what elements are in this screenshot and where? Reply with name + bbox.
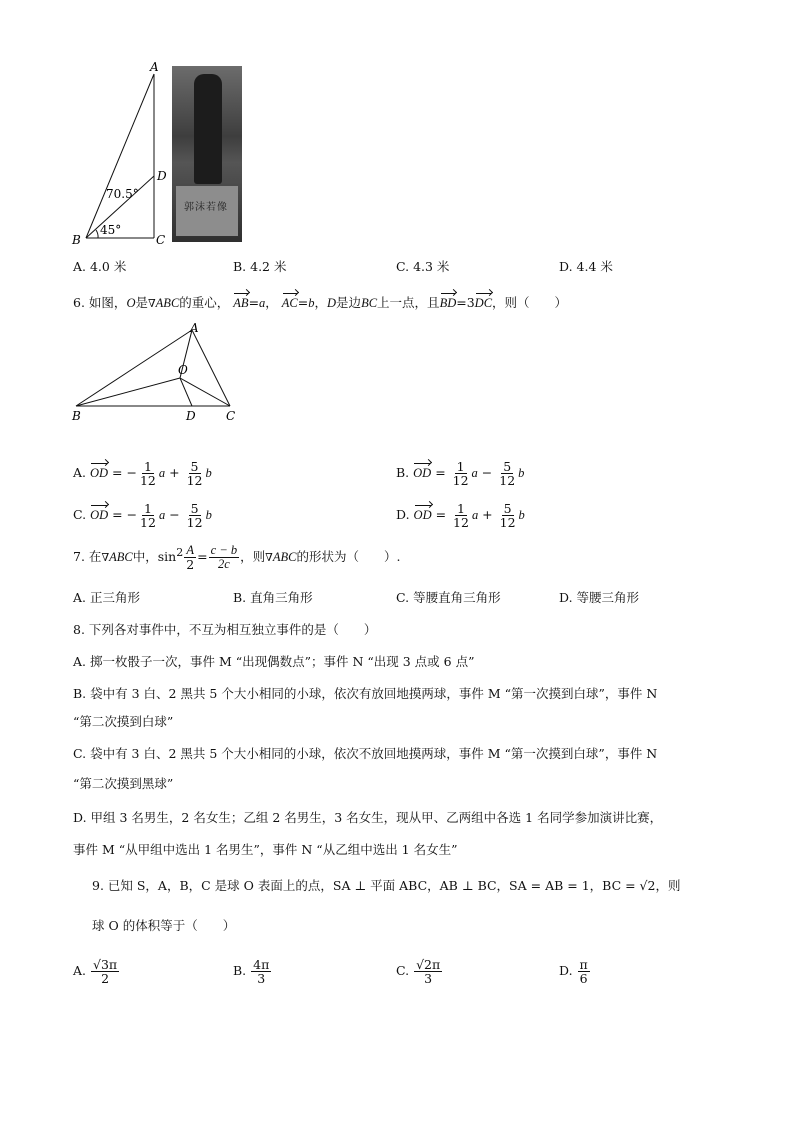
label-A: A	[150, 60, 159, 74]
q7-stem: 7. 在∇ABC中，$\sin^2$ $\frac{A}{2}$ = $\frac{c - b}{2c}$ ，则∇ABC的形状为（ ）.	[73, 543, 401, 573]
fig6-label-D: D	[186, 409, 196, 423]
statue-silhouette	[194, 74, 222, 184]
q9-option-c: C. $\frac{√2\pi}{3}$	[396, 957, 441, 987]
q8-option-c-line1: C. 袋中有 3 白、2 黑共 5 个大小相同的小球，依次不放回地摸两球，事件 M “第一次摸到白球”，事件 N	[73, 746, 658, 761]
q9-option-b: B. $\frac{4\pi}{3}$	[233, 957, 270, 987]
photo-caption: 郭沫若像	[184, 202, 228, 213]
q6-centroid-figure	[66, 320, 246, 424]
q8-option-d-line1: D. 甲组 3 名男生，2 名女生；乙组 2 名男生，3 名女生，现从甲、乙两组中各选 1 名同学参加演讲比赛，	[73, 810, 663, 825]
q8-option-c-line2: “第二次摸到黑球”	[73, 776, 174, 791]
fig6-label-C: C	[226, 409, 236, 423]
q8-option-d-line2: 事件 M “从甲组中选出 1 名男生”，事件 N “从乙组中选出 1 名女生”	[73, 842, 458, 857]
q5-option-a: A. 4.0 米	[73, 259, 127, 274]
q9-option-d: D. $\frac{\pi}{6}$	[559, 957, 588, 987]
label-B: B	[72, 233, 81, 247]
q8-option-a: A. 掷一枚骰子一次，事件 M “出现偶数点”；事件 N “出现 3 点或 6 点”	[73, 654, 475, 669]
q6-option-d: D. OD = $\frac{1}{12}$ a + $\frac{5}{12}$ b	[396, 501, 525, 531]
q5-option-d: D. 4.4 米	[559, 259, 613, 274]
q8-option-b-line2: “第二次摸到白球”	[73, 714, 174, 729]
q6-option-a: A. OD = − $\frac{1}{12}$ a + $\frac{5}{12}$ b	[73, 459, 212, 489]
fig6-label-B: B	[72, 409, 81, 423]
q8-stem: 8. 下列各对事件中，不互为相互独立事件的是（ ）	[73, 622, 377, 637]
q6-option-b: B. OD = $\frac{1}{12}$ a − $\frac{5}{12}$ b	[396, 459, 525, 489]
q9-stem-line1: 9. 已知 S，A，B，C 是球 O 表面上的点，SA ⊥ 平面 ABC，AB ⊥ BC，SA = AB = 1，BC = √2，则	[92, 878, 681, 893]
q6-stem: 6. 如图，O是∇ABC的重心， AB=a， AC=b，D是边BC上一点，且BD=3DC，则（ ）	[73, 295, 568, 310]
statue-photo	[172, 66, 242, 242]
label-C: C	[156, 233, 166, 247]
angle-45: 45°	[100, 223, 122, 237]
statue-base	[176, 186, 238, 236]
q5-option-b: B. 4.2 米	[233, 259, 287, 274]
fig6-label-A: A	[190, 321, 199, 335]
q5-option-c: C. 4.3 米	[396, 259, 450, 274]
q6-option-c: C. OD = − $\frac{1}{12}$ a − $\frac{5}{12}$ b	[73, 501, 212, 531]
q7-option-a: A. 正三角形	[73, 590, 140, 605]
q7-option-b: B. 直角三角形	[233, 590, 313, 605]
q7-option-d: D. 等腰三角形	[559, 590, 640, 605]
label-D: D	[157, 169, 167, 183]
angle-70: 70.5°	[106, 187, 139, 201]
fig6-label-O: O	[178, 363, 188, 377]
q9-option-a: A. $\frac{√3\pi}{2}$	[73, 957, 118, 987]
q8-option-b-line1: B. 袋中有 3 白、2 黑共 5 个大小相同的小球，依次有放回地摸两球，事件 M “第一次摸到白球”，事件 N	[73, 686, 658, 701]
q7-option-c: C. 等腰直角三角形	[396, 590, 501, 605]
q5-triangle-figure	[66, 56, 176, 252]
q9-stem-line2: 球 O 的体积等于（ ）	[92, 918, 236, 933]
